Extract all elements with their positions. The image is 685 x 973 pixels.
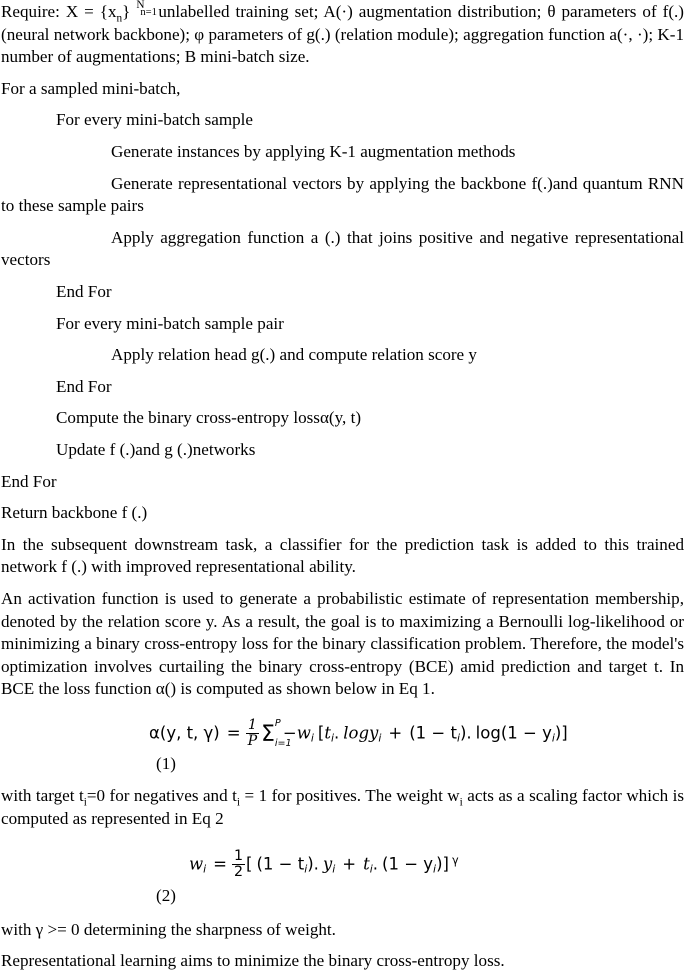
eq2-one-minus-y: (1 − y — [382, 855, 434, 874]
require-rest: unlabelled training set; A(·) augmentation distribution; θ parameters of f(.) (neural network backbone); φ parameters of g(.) (relation module); aggregation function a(·, ·); K-1 number of augmentations; B mini-batch size. — [1, 2, 684, 67]
eq2-frac-denominator: 2 — [233, 863, 244, 880]
eq1-summation — [261, 717, 292, 750]
eq2-dot-2: . — [372, 855, 379, 874]
eq1-frac-numerator: 1 — [247, 716, 257, 733]
algo-step-for-every-sample: For every mini-batch sample — [56, 110, 253, 130]
target-end: acts as a scaling factor which is computed as represented in Eq 2 — [1, 786, 684, 828]
eq2-equals: = — [213, 855, 227, 874]
algo-step-for-sampled-minibatch: For a sampled mini-batch, — [1, 78, 181, 98]
require-prefix: Require: X = {x — [1, 2, 117, 22]
eq2-plus: + — [342, 855, 357, 874]
eq1-y-var: y — [369, 723, 379, 743]
eq1-t-var: t — [324, 723, 331, 743]
algo-step-return-backbone: Return backbone f (.) — [1, 503, 148, 523]
eq2-fraction — [232, 849, 245, 879]
equation-2-formula — [1, 839, 684, 879]
eq1-y-subscript-2: i — [551, 731, 555, 745]
eq2-open-bracket: [ — [246, 855, 253, 874]
eq1-open-bracket: [ — [317, 723, 325, 743]
algo-step-generate-instances-text: Generate instances by applying K-1 augmentation methods — [111, 142, 516, 162]
require-subscript: n=1 — [140, 7, 157, 19]
eq2-t-subscript-2: i — [369, 863, 373, 877]
require-x-subscript: n — [116, 12, 123, 25]
eq1-fraction — [246, 718, 260, 748]
activation-paragraph: An activation function is used to generate a probabilistic estimate of representation membership, denoted by the relation score y. As a result, the goal is to maximizing a Bernoulli log-likelihood or minimizing a binary cross-entropy loss for the binary classification problem. Therefore, the model's optimization involves curtailing the binary cross-entropy (BCE) amid prediction and target t. In BCE the loss function α() is computed as shown below in Eq 1. — [1, 588, 684, 699]
eq1-t-subscript-2: i — [456, 731, 460, 745]
eq2-y-subscript: i — [332, 863, 336, 877]
eq2-w-var: w — [189, 855, 204, 874]
target-pre: with target t — [1, 786, 84, 806]
eq2-t-subscript: i — [304, 863, 308, 877]
eq2-closing: )] — [436, 855, 449, 874]
eq1-alpha: α — [149, 723, 160, 743]
eq1-log-italic: log — [343, 723, 370, 743]
gamma-sharpness-paragraph: with γ >= 0 determining the sharpness of weight. — [1, 919, 336, 939]
equation-1-formula — [1, 710, 684, 748]
downstream-paragraph: In the subsequent downstream task, a classifier for the prediction task is added to this trained network f (.) with improved representational ability. — [1, 534, 684, 577]
eq1-closing: )] — [554, 723, 568, 743]
eq2-y-subscript-2: i — [433, 863, 437, 877]
eq1-plus: + — [388, 723, 403, 743]
eq1-dot-1: . — [333, 723, 340, 743]
algo-step-generate-vectors: Generate representational vectors by applying the backbone f(.)and quantum RNN to these sample pairs — [1, 173, 684, 216]
target-t-subscript-1: i — [83, 796, 87, 809]
eq1-weight-subscript: i — [310, 731, 314, 745]
eq1-log-upright: log — [475, 723, 501, 743]
algo-step-end-for-inner-2: End For — [56, 376, 112, 396]
target-t-subscript-2: i — [236, 796, 240, 809]
eq1-one-minus-y: (1 − y — [500, 723, 552, 743]
eq2-gamma-exponent: γ — [451, 854, 459, 868]
equation-1-number: (1) — [156, 754, 176, 774]
algo-step-end-for-inner-1: End For — [56, 282, 112, 302]
target-mid-1: =0 for negatives and t — [86, 786, 237, 806]
algo-step-apply-relation-head: Apply relation head g(.) and compute relation score y — [111, 345, 477, 365]
eq1-equals: = — [226, 723, 241, 743]
equation-2-block — [1, 839, 684, 905]
closing-paragraph: Representational learning aims to minimize the binary cross-entropy loss. — [1, 951, 505, 971]
eq2-t-var: t — [363, 855, 370, 874]
eq1-t-subscript: i — [330, 731, 334, 745]
eq1-frac-denominator: P — [247, 732, 258, 749]
algo-step-apply-aggregation: Apply aggregation function a (.) that joins positive and negative representational vectors — [1, 227, 684, 270]
require-superscript: N — [136, 0, 145, 12]
equation-1-block — [1, 710, 684, 774]
eq2-frac-numerator: 1 — [233, 848, 244, 865]
eq1-sigma-glyph: Σ — [261, 721, 275, 747]
eq1-one-minus-t: (1 − t — [409, 723, 457, 743]
eq1-minus-weight: −w — [282, 723, 311, 743]
eq1-sigma-upper-limit: P — [274, 717, 281, 729]
algo-step-update-networks: Update f (.)and g (.)networks — [56, 440, 256, 459]
require-paragraph — [1, 0, 684, 69]
require-limits — [136, 0, 158, 17]
algo-step-generate-instances — [1, 141, 684, 164]
eq1-close-paren-dot: ). — [459, 723, 472, 743]
algo-step-end-for-outer: End For — [1, 471, 57, 491]
eq2-one-minus-t: (1 − t — [256, 855, 305, 874]
eq2-close-dot: ). — [307, 855, 319, 874]
eq2-y-var: y — [322, 855, 333, 874]
target-weight-paragraph — [1, 785, 684, 830]
eq1-sigma-lower-limit: i=1 — [274, 738, 292, 750]
target-mid-2: = 1 for positives. The weight w — [240, 786, 460, 806]
equation-2-number: (2) — [156, 885, 176, 905]
target-w-subscript: i — [459, 796, 463, 809]
eq2-w-subscript: i — [203, 863, 207, 877]
eq1-args: (y, t, γ) — [159, 723, 220, 743]
algo-step-for-every-sample-pair: For every mini-batch sample pair — [56, 313, 284, 333]
eq1-y-subscript: i — [378, 731, 382, 745]
algo-step-compute-bce-loss: Compute the binary cross-entropy lossα(y, t) — [56, 408, 362, 428]
require-brace: } — [122, 2, 131, 22]
